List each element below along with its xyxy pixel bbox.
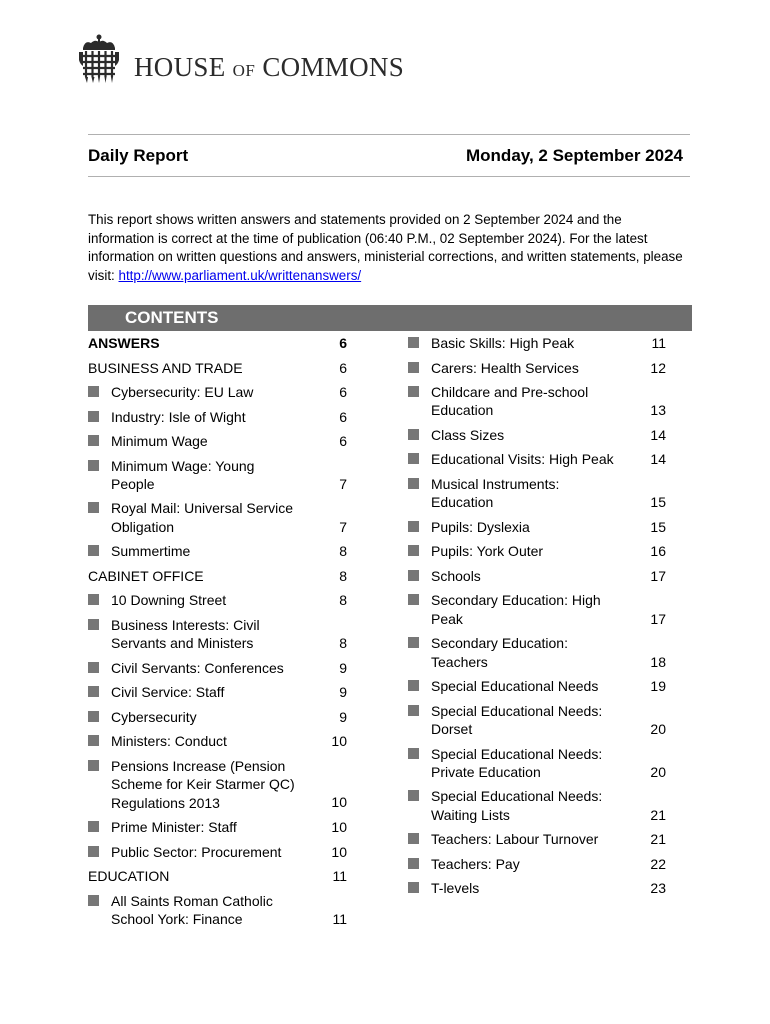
bullet-square-icon (408, 833, 419, 844)
toc-entry[interactable] (88, 359, 347, 377)
toc-entry[interactable] (88, 567, 347, 585)
toc-entry[interactable] (408, 787, 666, 824)
bullet-square-icon (88, 545, 99, 556)
bullet-square-icon (408, 858, 419, 869)
toc-entry-label: Carers: Health Services (431, 359, 579, 376)
toc-entry[interactable] (408, 334, 666, 352)
toc-entry[interactable] (88, 457, 347, 494)
bullet-square-icon (88, 435, 99, 446)
toc-entry-label: Civil Service: Staff (111, 684, 225, 701)
toc-entry-page: 17 (650, 567, 666, 584)
toc-entry-page: 10 (331, 733, 347, 750)
toc-entry-label: Summertime (111, 543, 191, 560)
toc-entry-page: 7 (339, 518, 347, 535)
bullet-square-icon (88, 711, 99, 722)
bullet-square-icon (408, 386, 419, 397)
toc-entry-page: 11 (651, 335, 666, 351)
toc-entry-page: 8 (339, 567, 347, 584)
bullet-square-icon (408, 790, 419, 801)
bullet-square-icon (88, 594, 99, 605)
toc-entry-page: 19 (650, 678, 666, 695)
toc-entry-label: Public Sector: Procurement (111, 843, 282, 860)
toc-entry[interactable] (88, 867, 347, 885)
toc-entry[interactable] (88, 432, 347, 450)
toc-entry[interactable] (408, 677, 666, 695)
intro-text: This report shows written answers and statements provided on 2 September 2024 and the information is correct at the time of publication (06:40 P.M., 02 September 2024). For the latest information on written questions and answers, ministerial corrections, and written statements, please visit: (88, 212, 683, 283)
toc-entry-label: CABINET OFFICE (88, 567, 204, 584)
toc-entry-page: 9 (339, 659, 347, 676)
bullet-square-icon (88, 686, 99, 697)
toc-entry-page: 21 (650, 806, 666, 823)
intro-paragraph (88, 211, 688, 285)
toc-entry-label: Royal Mail: Universal Service Obligation (111, 500, 294, 535)
toc-entry-label: Ministers: Conduct (111, 733, 227, 750)
bullet-square-icon (88, 846, 99, 857)
toc-entry-label: Business Interests: Civil Servants and Ministers (111, 616, 260, 652)
contents-header-bar (88, 305, 692, 331)
toc-entry-label: Special Educational Needs: Waiting Lists (431, 788, 603, 823)
toc-entry-page: 6 (339, 335, 347, 351)
bullet-square-icon (408, 594, 419, 605)
toc-entry-page: 8 (339, 543, 347, 560)
toc-entry[interactable] (408, 426, 666, 444)
toc-entry-page: 10 (331, 819, 347, 835)
toc-entry-page: 6 (339, 433, 347, 449)
bullet-square-icon (88, 760, 99, 771)
bullet-square-icon (88, 895, 99, 906)
bullet-square-icon (88, 411, 99, 422)
toc-entry-label: Educational Visits: High Peak (431, 451, 614, 468)
bullet-square-icon (88, 735, 99, 746)
toc-entry-page: 20 (650, 763, 666, 780)
toc-entry-label: Pensions Increase (Pension Scheme for Keir Starmer QC) Regulations 2013 (111, 757, 295, 811)
toc-entry-page: 11 (332, 910, 347, 927)
toc-entry-label: Teachers: Pay (431, 855, 520, 872)
toc-entry-label: Secondary Education: High Peak (431, 592, 601, 627)
toc-entry-label: Industry: Isle of Wight (111, 408, 246, 425)
written-answers-link[interactable]: http://www.parliament.uk/writtenanswers/ (118, 267, 362, 283)
toc-entry-label: Prime Minister: Staff (111, 819, 237, 835)
toc-entry-page: 6 (339, 408, 347, 425)
toc-entry-label: T-levels (431, 880, 480, 897)
toc-entry-page: 14 (650, 426, 666, 443)
toc-entry-label: Civil Servants: Conferences (111, 659, 284, 676)
toc-entry-page: 22 (650, 855, 666, 872)
toc-entry[interactable] (88, 383, 347, 401)
toc-entry-label: Pupils: York Outer (431, 543, 544, 560)
toc-entry[interactable] (408, 745, 666, 782)
bullet-square-icon (88, 460, 99, 471)
bullet-square-icon (408, 545, 419, 556)
toc-entry-label: Cybersecurity: EU Law (111, 384, 254, 400)
toc-entry-page: 9 (339, 684, 347, 701)
toc-entry[interactable] (88, 408, 347, 426)
toc-entry[interactable] (408, 879, 666, 897)
toc-entry-page: 6 (339, 359, 347, 376)
toc-entry-label: Basic Skills: High Peak (431, 335, 575, 351)
toc-entry-label: Schools (431, 567, 481, 584)
toc-entry[interactable] (408, 567, 666, 585)
toc-entry[interactable] (408, 518, 666, 536)
toc-entry[interactable] (88, 616, 347, 653)
toc-entry-page: 13 (650, 402, 666, 419)
toc-entry[interactable] (88, 843, 347, 861)
toc-entry-label: Cybersecurity (111, 708, 197, 725)
toc-entry-label: Minimum Wage (111, 433, 208, 449)
toc-entry[interactable] (88, 499, 347, 536)
toc-entry-label: Special Educational Needs (431, 678, 599, 695)
toc-entry-page: 15 (650, 494, 666, 511)
toc-entry-label: Minimum Wage: Young People (111, 457, 255, 492)
bullet-square-icon (408, 570, 419, 581)
toc-entry[interactable] (88, 542, 347, 560)
toc-entry-page: 17 (650, 610, 666, 627)
bullet-square-icon (408, 453, 419, 464)
toc-entry-page: 10 (331, 794, 347, 811)
toc-entry[interactable] (408, 855, 666, 873)
toc-entry-label: EDUCATION (88, 868, 170, 884)
toc-entry[interactable] (408, 702, 666, 739)
bullet-square-icon (408, 680, 419, 691)
toc-entry-label: Secondary Education: Teachers (431, 635, 568, 670)
toc-entry-page: 23 (650, 880, 666, 897)
toc-entry-page: 8 (339, 635, 347, 652)
header-top-rule (88, 134, 690, 135)
toc-entry-page: 15 (650, 518, 666, 535)
bullet-square-icon (88, 502, 99, 513)
toc-entry-page: 20 (650, 720, 666, 737)
toc-entry-label: Pupils: Dyslexia (431, 518, 530, 535)
toc-entry-page: 14 (650, 451, 666, 468)
bullet-square-icon (88, 386, 99, 397)
bullet-square-icon (408, 429, 419, 440)
toc-entry-page: 8 (339, 592, 347, 609)
toc-entry-label: Special Educational Needs: Dorset (431, 702, 603, 737)
bullet-square-icon (408, 337, 419, 348)
toc-entry[interactable] (88, 591, 347, 609)
toc-entry-page: 7 (339, 475, 347, 492)
toc-entry-page: 9 (339, 708, 347, 725)
toc-entry[interactable] (88, 732, 347, 750)
toc-entry-page: 21 (650, 831, 666, 848)
bullet-square-icon (408, 882, 419, 893)
toc-entry-label: BUSINESS AND TRADE (88, 359, 243, 376)
toc-entry-label: All Saints Roman Catholic School York: Finance (111, 892, 273, 927)
toc-entry[interactable] (88, 818, 347, 836)
bullet-square-icon (408, 637, 419, 648)
bullet-square-icon (408, 478, 419, 489)
bullet-square-icon (88, 619, 99, 630)
toc-entry[interactable] (88, 757, 347, 812)
logo-wordmark: HOUSE OF COMMONS (134, 52, 405, 82)
toc-entry[interactable] (408, 359, 666, 377)
toc-entry-page: 11 (332, 868, 347, 884)
toc-entry[interactable] (88, 683, 347, 701)
report-date: Monday, 2 September 2024 (466, 146, 683, 165)
toc-entry-label: Class Sizes (431, 426, 505, 443)
contents-heading: CONTENTS (125, 308, 219, 327)
toc-entry-label: Special Educational Needs: Private Education (431, 745, 603, 780)
toc-entry[interactable] (88, 659, 347, 677)
header-bottom-rule (88, 176, 690, 177)
toc-entry-page: 18 (650, 653, 666, 670)
toc-entry[interactable] (408, 383, 666, 420)
toc-entry[interactable] (408, 475, 666, 512)
bullet-square-icon (408, 705, 419, 716)
toc-entry-label: 10 Downing Street (111, 592, 227, 609)
bullet-square-icon (408, 521, 419, 532)
toc-entry[interactable] (88, 708, 347, 726)
toc-entry-page: 10 (331, 843, 347, 860)
toc-entry[interactable] (408, 634, 666, 671)
toc-entry-page: 16 (650, 543, 666, 560)
toc-entry[interactable] (88, 892, 347, 929)
portcullis-icon (77, 34, 121, 84)
toc-entry-page: 12 (650, 359, 666, 376)
report-title: Daily Report (88, 146, 189, 165)
toc-entry[interactable] (88, 334, 347, 352)
toc-entry-label: ANSWERS (88, 335, 160, 351)
toc-entry-page: 6 (339, 384, 347, 400)
toc-entry-label: Teachers: Labour Turnover (431, 831, 599, 848)
toc-entry[interactable] (408, 830, 666, 848)
toc-entry-label: Childcare and Pre-school Education (431, 384, 589, 419)
toc-entry-label: Musical Instruments: Education (431, 475, 560, 511)
bullet-square-icon (408, 748, 419, 759)
bullet-square-icon (408, 362, 419, 373)
toc-entry[interactable] (408, 450, 666, 468)
toc-entry[interactable] (408, 591, 666, 628)
toc-entry[interactable] (408, 542, 666, 560)
bullet-square-icon (88, 662, 99, 673)
bullet-square-icon (88, 821, 99, 832)
